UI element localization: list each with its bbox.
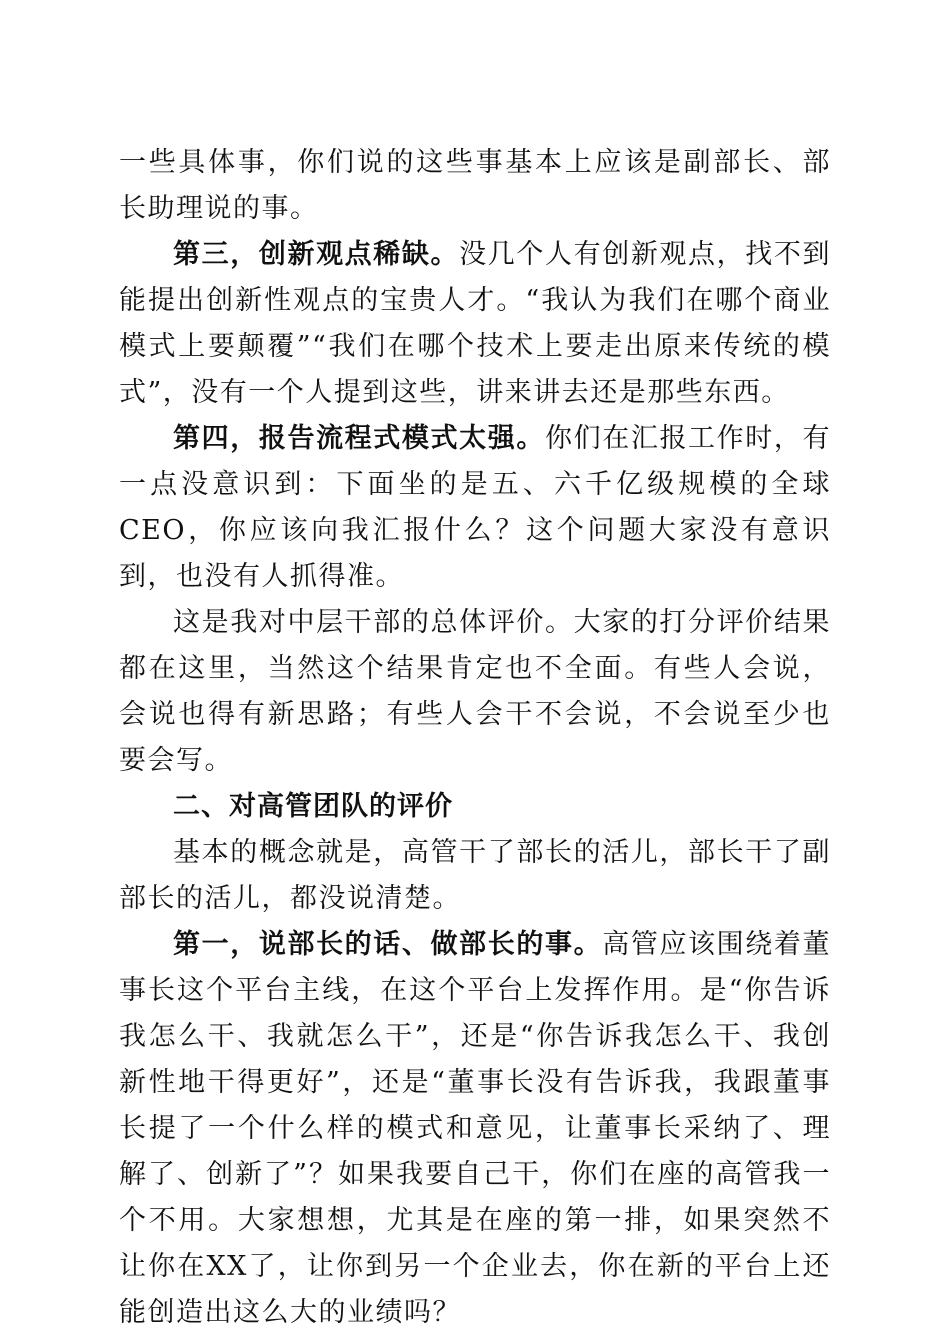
paragraph-lead: 第三，创新观点稀缺。 [173, 239, 460, 270]
paragraph-point-three [119, 232, 831, 416]
paragraph-text: 高管应该围绕着董事长这个平台主线，在这个平台上发挥作用。是“你告诉我怎么干、我就怎么干”，还是“你告诉我怎么干、我创新性地干得更好”，还是“董事长没有告诉我，我跟董事长提了一个什么样的模式和意见，让董事长采纳了、理解了、创新了”？如果我要自己干，你们在座的高管我一个不用。大家想想，尤其是在座的第一排，如果突然不让你在XX了，让你到另一个企业去，你在新的平台上还能创造出这么大的业绩吗？ [119, 929, 832, 1328]
paragraph-lead: 第一，说部长的话、做部长的事。 [173, 929, 603, 960]
paragraph-text: 基本的概念就是，高管干了部长的活儿，部长干了副部长的活儿，都没说清楚。 [119, 837, 831, 914]
paragraph-text: 没几个人有创新观点，找不到能提出创新性观点的宝贵人才。“我认为我们在哪个商业模式上要颠覆”“我们在哪个技术上要走出原来传统的模式”，没有一个人提到这些，讲来讲去还是那些东西。 [119, 239, 832, 408]
paragraph-point-one [119, 922, 831, 1336]
document-body [119, 140, 831, 1336]
paragraph-lead: 第四，报告流程式模式太强。 [173, 423, 545, 454]
section-heading: 二、对高管团队的评价 [173, 791, 453, 822]
paragraph-text: 这是我对中层干部的总体评价。大家的打分评价结果都在这里，当然这个结果肯定也不全面。有些人会说，会说也得有新思路；有些人会干不会说，不会说至少也要会写。 [119, 607, 831, 776]
paragraph-concept [119, 830, 831, 922]
paragraph-continuation [119, 140, 831, 232]
paragraph-summary [119, 600, 831, 784]
paragraph-point-four [119, 416, 831, 600]
paragraph-text: 你们在汇报工作时，有一点没意识到：下面坐的是五、六千亿级规模的全球CEO，你应该向我汇报什么？这个问题大家没有意识到，也没有人抓得准。 [119, 423, 832, 592]
paragraph-text: 一些具体事，你们说的这些事基本上应该是副部长、部长助理说的事。 [119, 147, 831, 224]
